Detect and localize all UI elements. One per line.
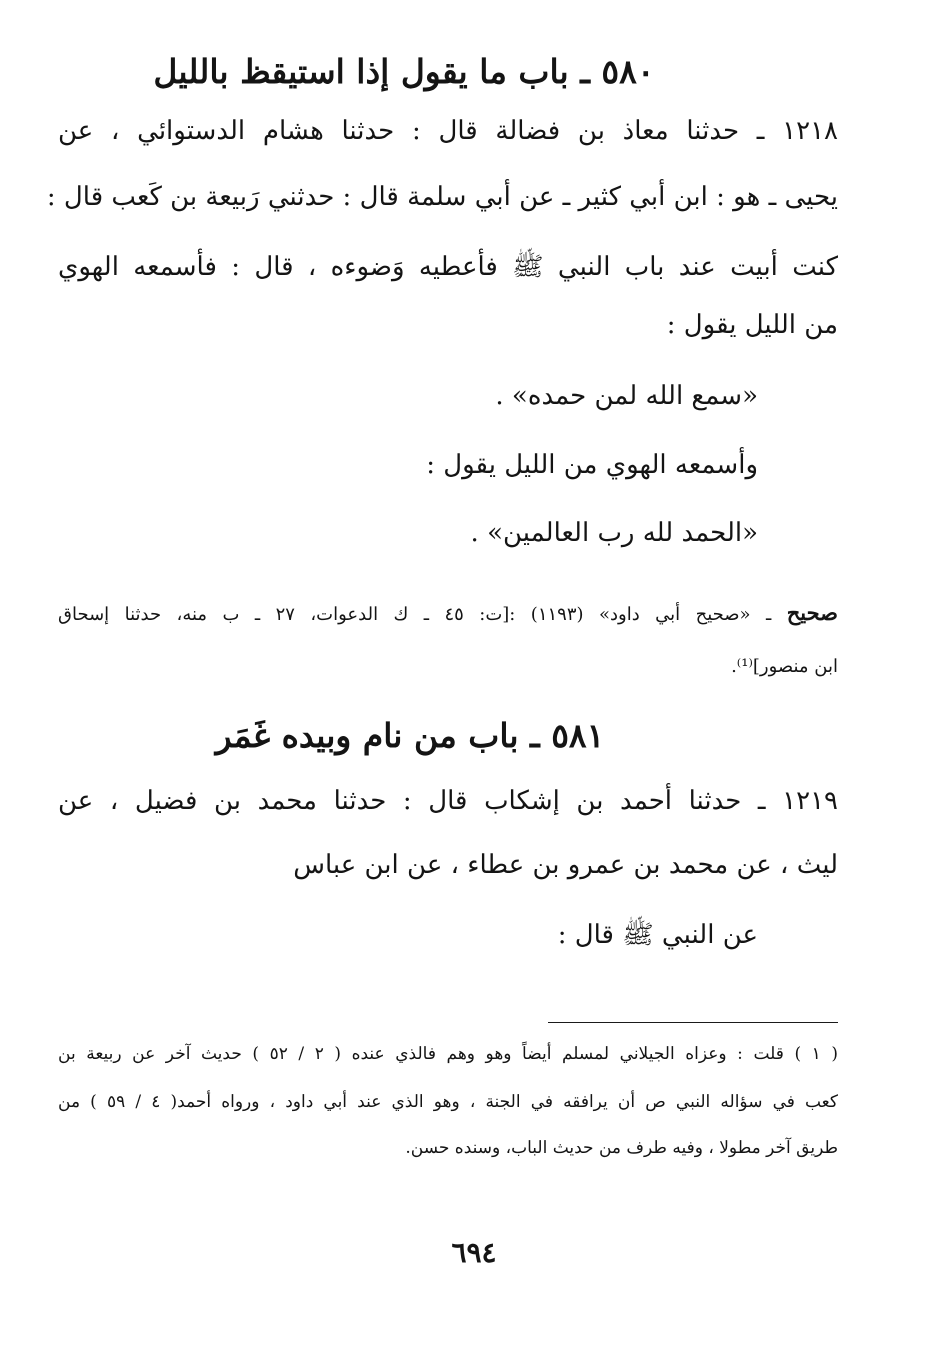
hadith-1218-quote-2: «الحمد لله رب العالمين» . <box>470 518 758 548</box>
hadith-1218-matn-line-1: كنت أبيت عند باب النبي ﷺ فأعطيه وَضوءه ، قال : فأسمعه الهوي <box>58 252 838 282</box>
hadith-1218-grading-line-1 <box>58 600 838 625</box>
hadith-1218-matn-line-3: وأسمعه الهوي من الليل يقول : <box>426 450 758 480</box>
page-number: ٦٩٤ <box>451 1236 497 1269</box>
hadith-1219-matn-line-1: عن النبي ﷺ قال : <box>557 920 758 950</box>
chapter-heading-580: ٥٨٠ ـ باب ما يقول إذا استيقظ بالليل <box>153 52 655 91</box>
footnote-line-2: كعب في سؤاله النبي ص أن يرافقه في الجنة ، وهو الذي عند أبي داود ، ورواه أحمد( ٤ / ٥٩ ) من <box>58 1092 838 1112</box>
footnote-line-3: طريق آخر مطولا ، وفيه طرف من حديث الباب، وسنده حسن. <box>405 1138 838 1158</box>
hadith-1218-isnad-line-1: ١٢١٨ ـ حدثنا معاذ بن فضالة قال : حدثنا هشام الدستوائي ، عن <box>58 116 838 146</box>
hadith-1218-matn-line-2: من الليل يقول : <box>666 310 838 340</box>
footnote-separator <box>548 1022 838 1023</box>
hadith-1219-isnad-line-1: ١٢١٩ ـ حدثنا أحمد بن إشكاب قال : حدثنا محمد بن فضيل ، عن <box>58 786 838 816</box>
hadith-1218-grading-line-2: ابن منصور]⁽¹⁾. <box>731 656 838 677</box>
footnote-line-1: ( ١ ) قلت : وعزاه الجيلاني لمسلم أيضاً وهو وهم فالذي عنده ( ٢ / ٥٢ ) حديث آخر عن ربيعة بن <box>58 1044 838 1064</box>
chapter-heading-581: ٥٨١ ـ باب من نام وبيده غَمَر <box>215 716 605 755</box>
hadith-1219-isnad-line-2: ليث ، عن محمد بن عمرو بن عطاء ، عن ابن عباس <box>293 850 838 880</box>
hadith-1218-isnad-line-2: يحيى ـ هو : ابن أبي كثير ـ عن أبي سلمة قال : حدثني رَبيعة بن كَعب قال : <box>46 182 838 212</box>
grade-label: صحيح <box>786 600 838 625</box>
hadith-1218-quote-1: «سمع الله لمن حمده» . <box>495 381 758 411</box>
grade-reference: ـ «صحيح أبي داود» (١١٩٣) :[ت: ٤٥ ـ ك الدعوات، ٢٧ ـ ب منه، حدثنا إسحاق <box>58 604 772 625</box>
